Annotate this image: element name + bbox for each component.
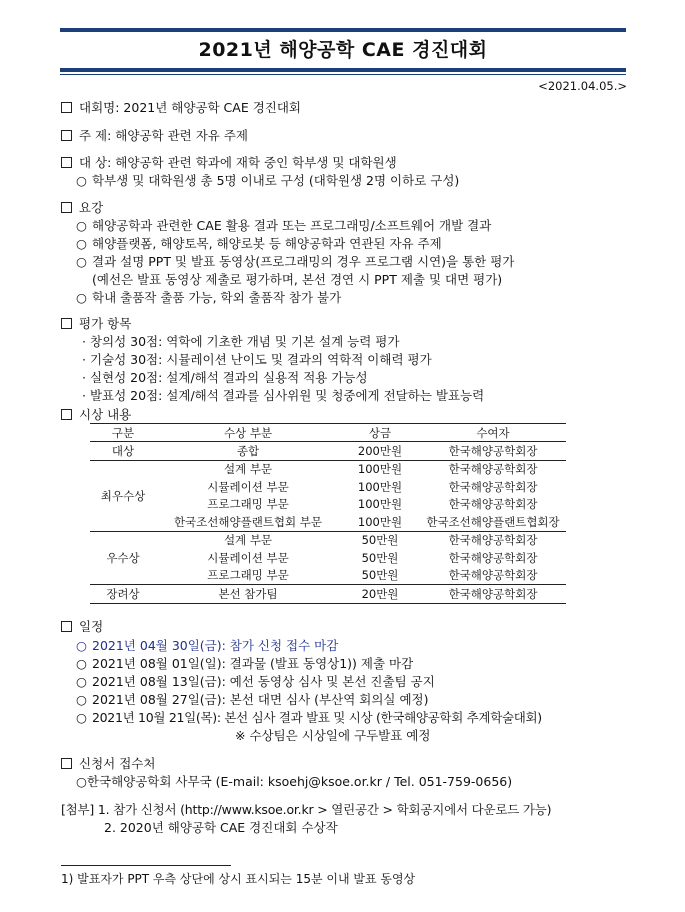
award-prize: 100만원	[357, 479, 403, 494]
checkbox-icon	[61, 621, 72, 632]
circle-bullet-icon: ○	[76, 638, 87, 653]
schedule-text: 2021년 08월 27일(금): 본선 대면 심사 (부산역 회의실 예정)	[92, 692, 429, 707]
awards-table	[90, 423, 566, 604]
schedule-text: 2021년 10월 21일(목): 본선 심사 결과 발표 및 시상 (한국해양공학회 추계학술대회)	[92, 710, 542, 725]
evaluation-heading: 평가 항목	[79, 316, 132, 331]
award-division: 시뮬레이션 부문	[207, 550, 289, 565]
award-presenter: 한국해양공학회장	[448, 550, 538, 565]
title-block	[60, 28, 626, 75]
checkbox-icon	[61, 157, 72, 168]
document-date: <2021.04.05.>	[538, 79, 627, 93]
column-header: 수여자	[420, 424, 566, 442]
award-presenter: 한국조선해양플랜트협회장	[420, 513, 566, 531]
circle-bullet-icon: ○	[76, 674, 87, 689]
footnote-rule	[61, 865, 231, 866]
schedule-item	[76, 672, 435, 690]
footnote: 1) 발표자가 PPT 우측 상단에 상시 표시되는 15분 이내 발표 동영상	[61, 872, 416, 886]
requirement-text: 해양플랫폼, 해양토목, 해양로봇 등 해양공학과 연관된 자유 주제	[92, 236, 442, 251]
table-header-row	[90, 424, 566, 442]
circle-bullet-icon: ○	[76, 692, 87, 707]
evaluation-item: · 기술성 30점: 시뮬레이션 난이도 및 결과의 역학적 이해력 평가	[82, 352, 432, 367]
award-prize: 50만원	[340, 567, 420, 585]
schedule-item	[76, 690, 428, 708]
requirement-item	[76, 288, 341, 306]
section-contest-name	[61, 98, 301, 116]
circle-bullet-icon: ○	[76, 254, 87, 269]
circle-bullet-icon: ○	[76, 774, 87, 789]
section-requirements	[61, 198, 103, 216]
awards-heading: 시상 내용	[79, 407, 132, 422]
section-schedule	[61, 617, 103, 635]
section-evaluation	[61, 314, 131, 332]
table-row	[90, 567, 566, 585]
evaluation-item: · 실현성 20점: 설계/해석 결과의 실용적 적용 가능성	[82, 370, 368, 385]
award-presenter: 한국해양공학회장	[448, 533, 538, 548]
requirements-heading: 요강	[79, 200, 104, 215]
requirement-text: 학내 출품작 출품 가능, 학외 출품작 참가 불가	[92, 290, 342, 305]
schedule-item-highlighted	[76, 636, 338, 654]
award-prize: 200만원	[340, 442, 420, 461]
attachment-item: 2. 2020년 해양공학 CAE 경진대회 수상작	[104, 820, 338, 835]
attachment-label: [첨부]	[61, 802, 95, 817]
checkbox-icon	[61, 758, 72, 769]
evaluation-item: · 발표성 20점: 설계/해석 결과를 심사위원 및 청중에게 전달하는 발표능력	[82, 388, 485, 403]
schedule-note: ※ 수상팀은 시상일에 구두발표 예정	[235, 728, 431, 743]
requirement-item	[76, 252, 514, 270]
award-presenter: 한국해양공학회장	[420, 567, 566, 585]
attachment-item	[61, 800, 551, 818]
evaluation-item: · 창의성 30점: 역학에 기초한 개념 및 기본 설계 능력 평가	[82, 334, 400, 349]
contact-text: 한국해양공학회 사무국 (E-mail: ksoehj@ksoe.or.kr / Tel. 051-759-0656)	[86, 774, 513, 789]
award-division: 본선 참가팀	[156, 585, 340, 604]
award-division: 프로그래밍 부문	[207, 497, 289, 512]
award-division: 한국조선해양플랜트협회 부문	[156, 513, 340, 531]
checkbox-icon	[61, 130, 72, 141]
section-application	[61, 754, 155, 772]
schedule-text: 2021년 08월 13일(금): 예선 동영상 심사 및 본선 진출팀 공지	[92, 674, 435, 689]
table-row	[90, 442, 566, 461]
requirement-item	[76, 234, 442, 252]
table-row	[90, 531, 566, 549]
award-division: 설계 부문	[223, 533, 273, 548]
table-row	[90, 478, 566, 496]
application-contact	[76, 772, 512, 790]
title-rule-bottom	[60, 68, 626, 72]
column-header: 구분	[90, 424, 156, 442]
table-row	[90, 585, 566, 604]
circle-bullet-icon: ○	[76, 173, 87, 188]
award-division: 종합	[156, 442, 340, 461]
award-division: 시뮬레이션 부문	[207, 479, 289, 494]
table-row	[90, 549, 566, 567]
target-sub-item	[76, 171, 459, 189]
table-row	[90, 496, 566, 514]
section-awards	[61, 405, 131, 423]
section-theme	[61, 126, 248, 144]
table-row	[90, 460, 566, 478]
award-prize: 50만원	[361, 533, 399, 548]
target-sub-text: 학부생 및 대학원생 총 5명 이내로 구성 (대학원생 2명 이하로 구성)	[92, 173, 460, 188]
circle-bullet-icon: ○	[76, 290, 87, 305]
requirement-text: 해양공학과 관련한 CAE 활용 결과 또는 프로그래밍/소프트웨어 개발 결과	[92, 218, 492, 233]
circle-bullet-icon: ○	[76, 710, 87, 725]
award-prize: 20만원	[340, 585, 420, 604]
checkbox-icon	[61, 102, 72, 113]
checkbox-icon	[61, 409, 72, 420]
award-division: 프로그래밍 부문	[156, 567, 340, 585]
award-presenter: 한국해양공학회장	[448, 462, 538, 477]
checkbox-icon	[61, 318, 72, 329]
circle-bullet-icon: ○	[76, 218, 87, 233]
award-prize: 50만원	[361, 550, 399, 565]
requirement-text: 결과 설명 PPT 및 발표 동영상(프로그래밍의 경우 프로그램 시연)을 통한 평가	[92, 254, 515, 269]
award-category: 최우수상	[90, 460, 156, 531]
checkbox-icon	[61, 202, 72, 213]
requirement-note: (예선은 발표 동영상 제출로 평가하며, 본선 경연 시 PPT 제출 및 대면 평가)	[92, 272, 503, 287]
column-header: 상금	[340, 424, 420, 442]
award-category: 장려상	[90, 585, 156, 604]
contest-name-text: 대회명: 2021년 해양공학 CAE 경진대회	[79, 100, 301, 115]
schedule-item	[76, 654, 413, 672]
section-target	[61, 153, 397, 171]
circle-bullet-icon: ○	[76, 656, 87, 671]
schedule-heading: 일정	[79, 619, 104, 634]
document-title: 2021년 해양공학 CAE 경진대회	[198, 39, 488, 61]
award-category: 우수상	[90, 531, 156, 585]
application-heading: 신청서 접수처	[79, 756, 156, 771]
award-presenter: 한국해양공학회장	[448, 479, 538, 494]
table-row	[90, 513, 566, 531]
award-prize: 100만원	[357, 497, 403, 512]
theme-text: 주 제: 해양공학 관련 자유 주제	[79, 128, 248, 143]
schedule-text: 2021년 08월 01일(일): 결과물 (발표 동영상1)) 제출 마감	[92, 656, 414, 671]
award-presenter: 한국해양공학회장	[448, 497, 538, 512]
award-division: 설계 부문	[223, 462, 273, 477]
circle-bullet-icon: ○	[76, 236, 87, 251]
award-presenter: 한국해양공학회장	[420, 442, 566, 461]
title-rule-bottom-thin	[60, 74, 626, 75]
award-category: 대상	[90, 442, 156, 461]
target-text: 대 상: 해양공학 관련 학과에 재학 중인 학부생 및 대학원생	[79, 155, 397, 170]
schedule-text: 2021년 04월 30일(금): 참가 신청 접수 마감	[92, 638, 339, 653]
award-prize: 100만원	[357, 462, 403, 477]
award-prize: 100만원	[340, 513, 420, 531]
requirement-item	[76, 216, 491, 234]
column-header: 수상 부분	[156, 424, 340, 442]
attachment-text: 1. 참가 신청서 (http://www.ksoe.or.kr > 열린공간 > 학회공지에서 다운로드 가능)	[97, 802, 552, 817]
award-presenter: 한국해양공학회장	[420, 585, 566, 604]
schedule-item	[76, 708, 542, 726]
